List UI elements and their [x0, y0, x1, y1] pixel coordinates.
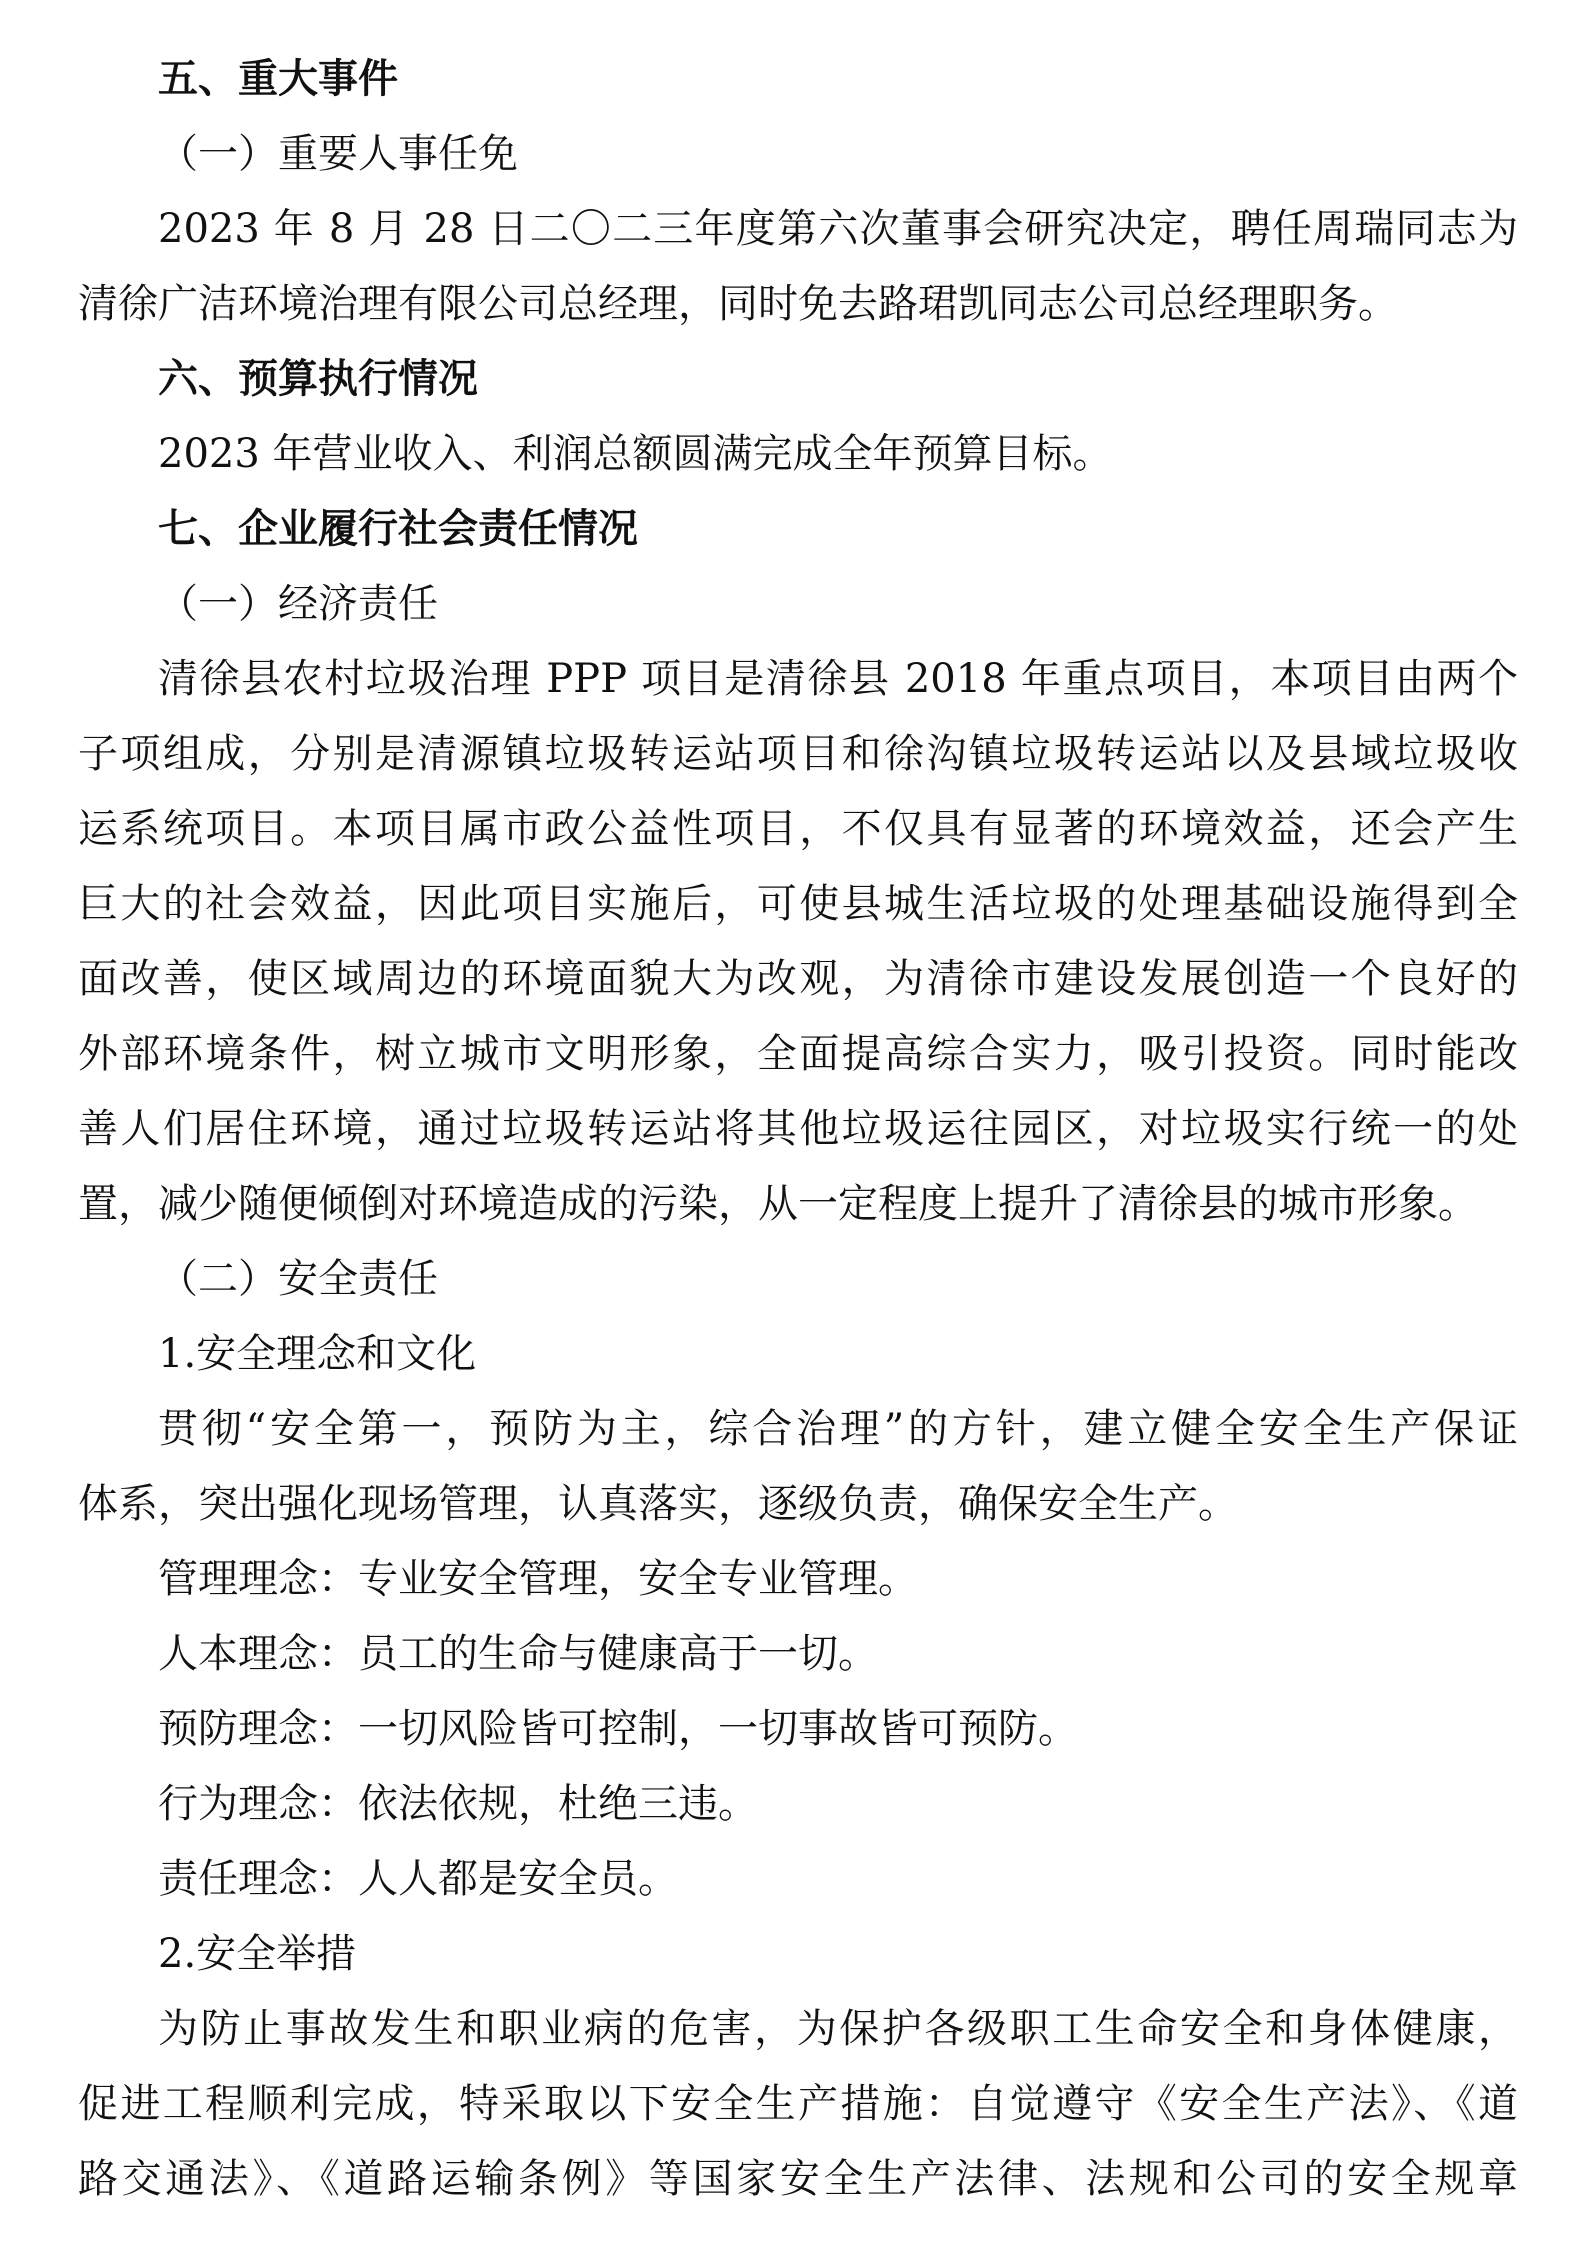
paragraph-line: 善人们居住环境，通过垃圾转运站将其他垃圾运往园区，对垃圾实行统一的处 — [78, 1106, 1518, 1152]
item-title-safety-measures: 2.安全举措 — [158, 1931, 357, 1977]
paragraph-line: 为防止事故发生和职业病的危害，为保护各级职工生命安全和身体健康， — [158, 2006, 1518, 2052]
section-heading-social-responsibility: 七、企业履行社会责任情况 — [158, 506, 638, 552]
paragraph-line: 外部环境条件，树立城市文明形象，全面提高综合实力，吸引投资。同时能改 — [78, 1031, 1518, 1077]
concept-line: 管理理念：专业安全管理，安全专业管理。 — [158, 1556, 918, 1602]
item-title-safety-culture: 1.安全理念和文化 — [158, 1331, 477, 1377]
paragraph-line: 清徐县农村垃圾治理 PPP 项目是清徐县 2018 年重点项目，本项目由两个 — [158, 656, 1518, 702]
subheading-personnel: （一）重要人事任免 — [158, 131, 518, 177]
paragraph-line: 面改善，使区域周边的环境面貌大为改观，为清徐市建设发展创造一个良好的 — [78, 956, 1518, 1002]
paragraph-line: 体系，突出强化现场管理，认真落实，逐级负责，确保安全生产。 — [78, 1481, 1238, 1527]
paragraph-line: 子项组成，分别是清源镇垃圾转运站项目和徐沟镇垃圾转运站以及县域垃圾收 — [78, 731, 1518, 777]
concept-line: 预防理念：一切风险皆可控制，一切事故皆可预防。 — [158, 1706, 1078, 1752]
paragraph-line: 贯彻“安全第一，预防为主，综合治理”的方针，建立健全安全生产保证 — [158, 1406, 1518, 1452]
paragraph-line: 清徐广洁环境治理有限公司总经理，同时免去路珺凯同志公司总经理职务。 — [78, 281, 1398, 327]
paragraph-line: 巨大的社会效益，因此项目实施后，可使县城生活垃圾的处理基础设施得到全 — [78, 881, 1518, 927]
paragraph-line: 2023 年营业收入、利润总额圆满完成全年预算目标。 — [158, 431, 1113, 477]
subheading-economic: （一）经济责任 — [158, 581, 438, 627]
paragraph-line: 路交通法》、《道路运输条例》等国家安全生产法律、法规和公司的安全规章 — [78, 2156, 1518, 2202]
concept-line: 人本理念：员工的生命与健康高于一切。 — [158, 1631, 878, 1677]
paragraph-line: 促进工程顺利完成，特采取以下安全生产措施：自觉遵守《安全生产法》、《道 — [78, 2081, 1518, 2127]
document-page — [78, 42, 1518, 2217]
paragraph-line: 运系统项目。本项目属市政公益性项目，不仅具有显著的环境效益，还会产生 — [78, 806, 1518, 852]
concept-line: 行为理念：依法依规，杜绝三违。 — [158, 1781, 758, 1827]
paragraph-line: 2023 年 8 月 28 日二〇二三年度第六次董事会研究决定，聘任周瑞同志为 — [158, 206, 1518, 252]
section-heading-budget: 六、预算执行情况 — [158, 356, 478, 402]
concept-line: 责任理念：人人都是安全员。 — [158, 1856, 678, 1902]
section-heading-major-events: 五、重大事件 — [158, 56, 398, 102]
subheading-safety: （二）安全责任 — [158, 1256, 438, 1302]
paragraph-line: 置，减少随便倾倒对环境造成的污染，从一定程度上提升了清徐县的城市形象。 — [78, 1181, 1478, 1227]
